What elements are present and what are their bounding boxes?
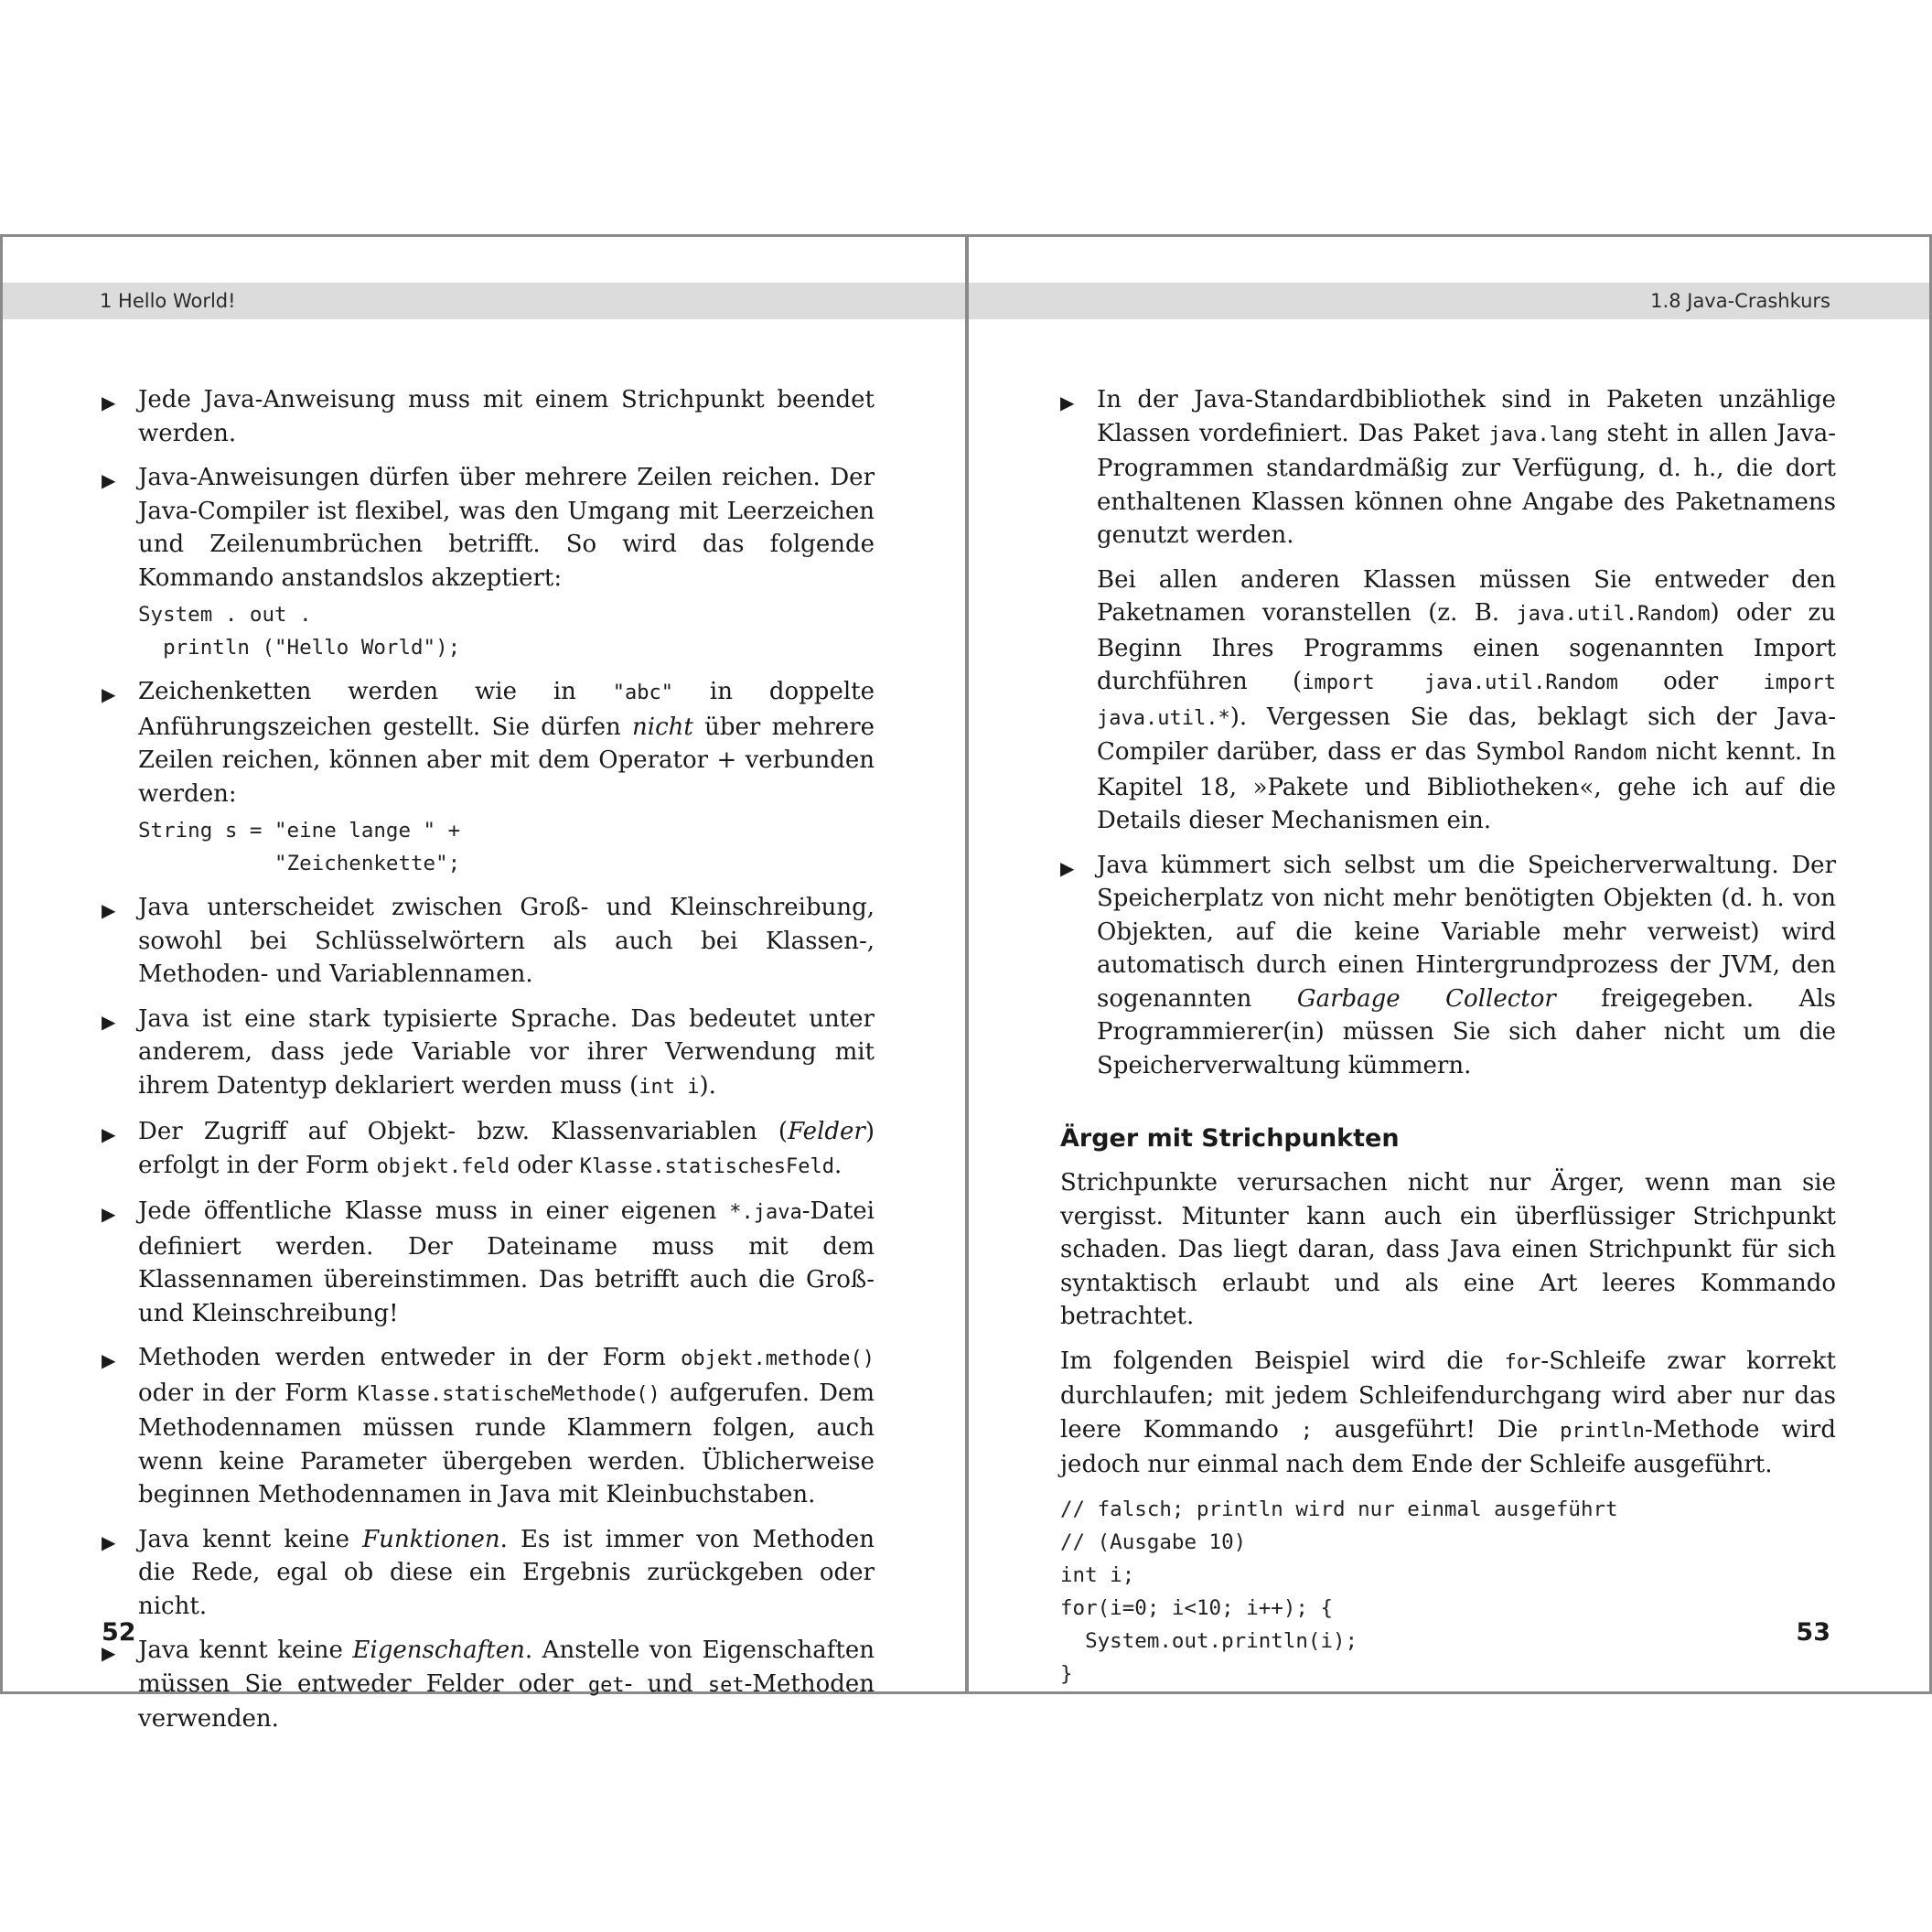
text-run: ). <box>699 1071 716 1100</box>
list-item <box>1060 849 1836 1083</box>
text-run: ausgeführt! Die <box>1313 1415 1561 1444</box>
code-block: String s = "eine lange " + "Zeichenkette"; <box>138 819 461 875</box>
paragraph <box>1060 1345 1836 1482</box>
inline-code: "abc" <box>612 682 674 704</box>
page-number: 52 <box>102 1618 136 1647</box>
emphasis: Felder <box>788 1118 865 1145</box>
list-item-paragraph <box>1097 564 1836 838</box>
list-item <box>102 891 875 992</box>
text-run: Bei allen anderen Klassen müssen Sie entweder den Paketnamen voranstellen (z. B. <box>1097 565 1836 627</box>
inline-code: int i <box>639 1075 700 1099</box>
running-head-title: 1 Hello World! <box>100 290 236 312</box>
text-run: oder <box>510 1151 580 1179</box>
text-run: -Datei definiert werden. Der Dateiname muss mit dem Klassennamen übereinstimmen. Das betrifft auch die Groß- und Kleinschreibung! <box>138 1197 875 1327</box>
inline-code: ; <box>1300 1419 1314 1443</box>
inline-code: objekt.feld <box>376 1154 510 1178</box>
text-run: oder <box>1617 668 1764 695</box>
text-run: Jede öffentliche Klasse muss in einer eigenen <box>138 1197 730 1225</box>
inline-code: import java.util.Random <box>1302 671 1618 694</box>
book-spread <box>0 234 1932 1733</box>
inline-code: import java.util.* <box>1097 671 1836 730</box>
left-content <box>102 383 875 1747</box>
code-block: // falsch; println wird nur einmal ausgeführt // (Ausgabe 10) int i; for(i=0; i<10; i++); { System.out.println(i); } <box>1060 1497 1618 1686</box>
running-head-right <box>969 283 1929 319</box>
text-run: aufgerufen. Dem Methodennamen müssen runde Klammern folgen, auch wenn keine Parameter übergeben werden. Üblicherweise beginnen Methodennamen in Java mit Kleinbuchstaben. <box>138 1379 875 1508</box>
list-item <box>102 383 875 450</box>
inline-code: for <box>1504 1350 1541 1374</box>
text-run: . Es ist immer von Methoden die Rede, egal ob diese ein Ergebnis zurückgeben oder nicht. <box>138 1525 875 1620</box>
text-run: Im folgenden Beispiel wird die <box>1060 1347 1505 1375</box>
text-run: ). Vergessen Sie das, beklagt sich der Java-Compiler darüber, dass er das Symbol <box>1097 703 1836 766</box>
text-run: -Methoden verwenden. <box>138 1669 875 1733</box>
page-number: 53 <box>1796 1618 1830 1647</box>
bullet-triangle-icon: ▶ <box>102 1349 116 1371</box>
list-item <box>102 675 875 880</box>
list-item <box>1060 383 1836 838</box>
running-head-left <box>3 283 965 319</box>
emphasis: Funktionen <box>362 1525 500 1553</box>
right-content <box>1060 383 1836 1701</box>
code-block: System . out . println ("Hello World"); <box>138 603 461 660</box>
text-run: ) oder zu Beginn Ihres Programms einen sogenannten Import durchführen ( <box>1097 599 1836 695</box>
text-run: Java kennt keine <box>138 1637 353 1664</box>
bullet-triangle-icon: ▶ <box>1060 392 1075 413</box>
bullet-triangle-icon: ▶ <box>102 1123 116 1145</box>
text-run: nicht kennt. In Kapitel 18, »Pakete und Bibliotheken«, gehe ich auf die Details dieser Mechanismen ein. <box>1097 738 1836 834</box>
list-item-text: Jede Java-Anweisung muss mit einem Strichpunkt beendet werden. <box>138 386 875 447</box>
inline-code: *.java <box>729 1201 802 1224</box>
inline-code: get <box>587 1673 625 1697</box>
list-item <box>102 1003 875 1105</box>
bullet-triangle-icon: ▶ <box>102 683 116 705</box>
list-item <box>102 1341 875 1512</box>
section-heading: Ärger mit Strichpunkten <box>1060 1124 1400 1153</box>
bullet-triangle-icon: ▶ <box>102 1010 116 1033</box>
text-run: In der Java-Standardbibliothek sind in Paketen unzählige Klassen vordefiniert. Das Paket <box>1097 386 1836 447</box>
inline-code: set <box>707 1673 745 1697</box>
list-item <box>102 461 875 664</box>
right-page <box>966 234 1932 1694</box>
bullet-triangle-icon: ▶ <box>102 899 116 921</box>
text-run: in doppelte Anführungszeichen gestellt. Sie dürfen <box>138 678 875 741</box>
list-item <box>102 1195 875 1330</box>
text-run: Der Zugriff auf Objekt- bzw. Klassenvariablen ( <box>138 1118 789 1145</box>
text-run: ) erfolgt in der Form <box>138 1118 875 1179</box>
running-head-title: 1.8 Java-Crashkurs <box>1650 290 1830 312</box>
emphasis: nicht <box>632 713 693 741</box>
bullet-triangle-icon: ▶ <box>102 469 116 491</box>
text-run: -Methode wird jedoch nur einmal nach dem Ende der Schleife ausgeführt. <box>1060 1415 1836 1478</box>
text-run: oder in der Form <box>138 1379 358 1407</box>
bullet-triangle-icon: ▶ <box>1060 856 1075 879</box>
list-item <box>102 1523 875 1624</box>
emphasis: Eigenschaften <box>352 1637 525 1664</box>
bullet-triangle-icon: ▶ <box>102 1203 116 1225</box>
bullet-list-right <box>1060 383 1836 1082</box>
list-item <box>102 1634 875 1736</box>
text-run: - und <box>624 1669 708 1698</box>
text-run: Zeichenketten werden wie in <box>138 678 613 705</box>
inline-code: println <box>1560 1419 1645 1443</box>
text-run: Java kennt keine <box>138 1525 363 1553</box>
inline-code: java.util.Random <box>1516 603 1711 626</box>
list-item-text: Java-Anweisungen dürfen über mehrere Zeilen reichen. Der Java-Compiler ist flexibel, was den Umgang mit Leerzeichen und Zeilenumbrüchen betrifft. So wird das folgende Kommando anstandslos akzeptiert: <box>138 464 875 592</box>
text-run: Java kümmert sich selbst um die Speicherverwaltung. Der Speicherplatz von nicht mehr benötigten Objekten (d. h. von Objekten, auf die keine Variable mehr verweist) wird automatisch durch einen Hintergrundprozess der JVM, den sogenannten <box>1097 851 1836 1013</box>
text-run: freigegeben. Als Programmierer(in) müssen Sie sich daher nicht um die Speicherverwaltung kümmern. <box>1097 984 1837 1079</box>
left-page <box>0 234 968 1733</box>
list-item <box>102 1115 875 1184</box>
text-run: . <box>833 1151 843 1179</box>
bullet-triangle-icon: ▶ <box>102 1530 116 1553</box>
text-run: -Schleife zwar korrekt durchlaufen; mit jedem Schleifendurchgang wird aber nur das leere Kommando <box>1060 1347 1836 1444</box>
text-run: Methoden werden entweder in der Form <box>138 1344 682 1371</box>
text-run: steht in allen Java-Programmen standardmäßig zur Verfügung, d. h., die dort enthaltenen Klassen können ohne Angabe des Paketnamens genutzt werden. <box>1097 419 1836 549</box>
paragraph: Strichpunkte verursachen nicht nur Ärger, wenn man sie vergisst. Mitunter kann auch ein überflüssiger Strichpunkt schaden. Das liegt daran, dass Java einen Strichpunkt für sich syntaktisch erlaubt und als eine Art leeres Kommando betrachtet. <box>1060 1169 1836 1330</box>
bullet-list-left <box>102 383 875 1736</box>
inline-code: Klasse.statischeMethode() <box>357 1382 660 1406</box>
text-run: Java ist eine stark typisierte Sprache. Das bedeutet unter anderem, dass jede Variable vor ihrer Verwendung mit ihrem Datentyp deklariert werden muss ( <box>138 1004 875 1100</box>
inline-code: Klasse.statischesFeld <box>579 1154 834 1178</box>
text-run: . Anstelle von Eigenschaften müssen Sie entweder Felder oder <box>138 1637 875 1698</box>
inline-code: objekt.methode() <box>681 1347 875 1370</box>
emphasis: Garbage Collector <box>1296 984 1556 1013</box>
inline-code: java.lang <box>1488 423 1598 446</box>
inline-code: Random <box>1573 742 1648 765</box>
bullet-triangle-icon: ▶ <box>102 1642 116 1664</box>
bullet-triangle-icon: ▶ <box>102 392 116 413</box>
list-item-text: Java unterscheidet zwischen Groß- und Kleinschreibung, sowohl bei Schlüsselwörtern als auch bei Klassen-, Methoden- und Variablennamen. <box>138 894 875 988</box>
text-run: über mehrere Zeilen reichen, können aber mit dem Operator + verbunden werden: <box>138 713 875 808</box>
